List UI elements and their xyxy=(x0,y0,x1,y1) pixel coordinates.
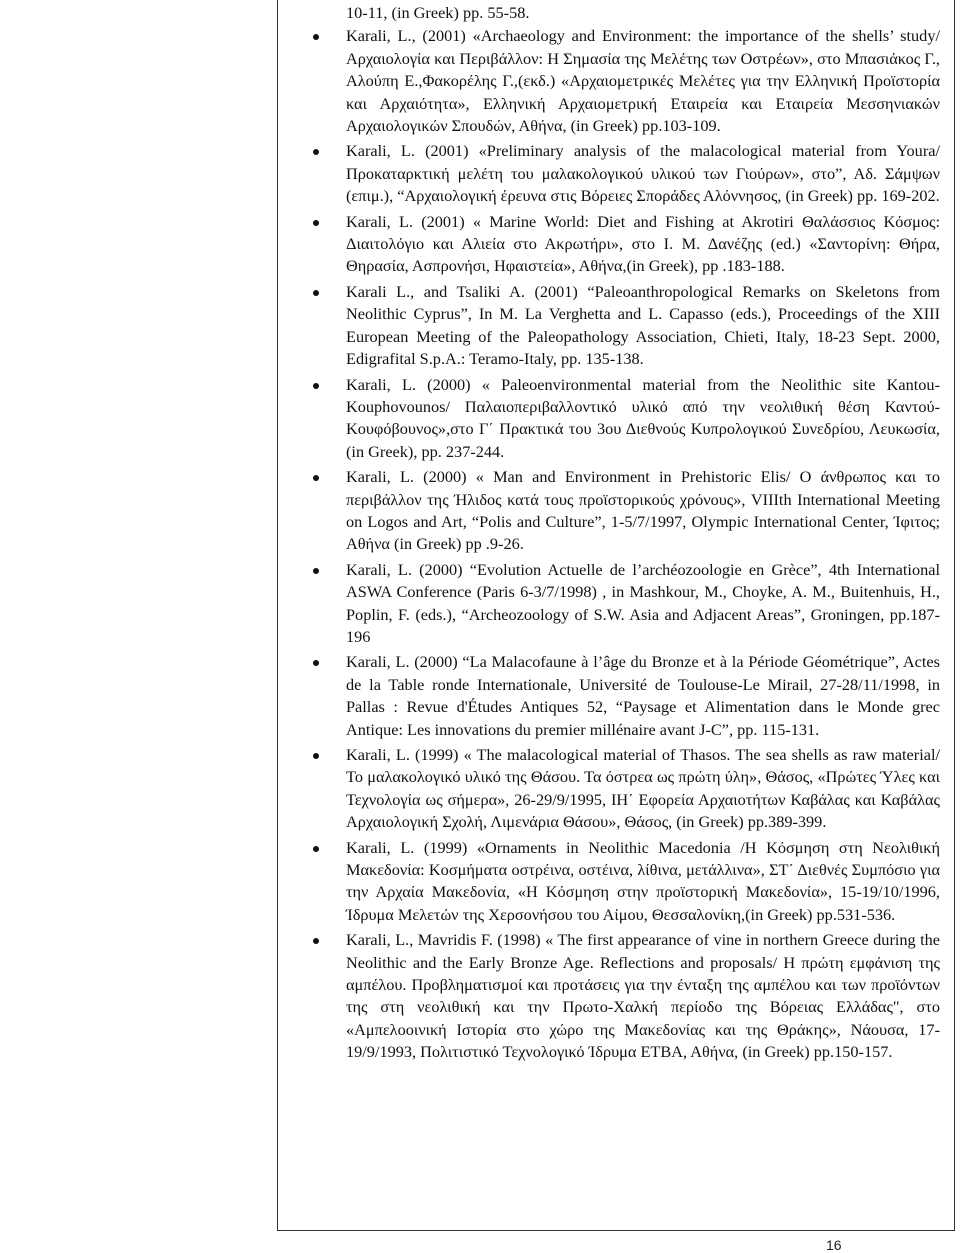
bullet-icon xyxy=(313,149,319,155)
bullet-icon xyxy=(313,660,319,666)
reference-text: Karali L., and Tsaliki A. (2001) “Paleoanthropological Remarks on Skeletons from Neolithic Cyprus”, In M. La Verghetta and L. Capasso (eds.), Proceedings of the XIII European Meeting of the Paleopathology Association, Chieti, Italy, 18-23 Sept. 2000, Edigrafital S.p.A.: Teramo-Italy, pp. 135-138. xyxy=(346,281,940,369)
reference-text: Karali, L., Mavridis F. (1998) « The first appearance of vine in northern Greece during the Neolithic and the Early Bronze Age. Reflections and proposals/ Η πρώτη εμφάνιση της αμπέλου. Προβληματισμοί και προτάσεις για την ένταξη της αμπέλου και των προϊόντων της στη νεολιθική και την Πρωτο-Χαλκή περίοδο της Βόρειας Ελλάδας", στο «Αμπελοοινική Ιστορία στο χώρο της Μακεδονίας και της Θράκης», Νάουσα, 17-19/9/1993, Πολιτιστικό Τεχνολογικό Ίδρυμα ΕΤΒΑ, Αθήνα, (in Greek) pp.150-157. xyxy=(346,930,940,1062)
reference-text: Karali, L. (2000) “La Malacofaune à l’âge du Bronze et à la Période Géométrique”, Actes de la Table ronde Internationale, Université de Toulouse-Le Mirail, 27-28/11/1998, in Pallas : Revue d'Études Antiques 52, “Paysage et Alimentation dans le Monde grec Antique: Les innovations du premier millénaire avant J-C”, pp. 115-131. xyxy=(346,652,940,739)
bullet-icon xyxy=(313,34,319,40)
table-border-bottom xyxy=(277,1230,955,1231)
page-number: 16 xyxy=(826,1237,842,1253)
bullet-icon xyxy=(313,290,319,296)
bullet-icon xyxy=(313,938,319,944)
reference-text: Karali, L. (2000) “Evolution Actuelle de l’archéozoologie en Grèce”, 4th International ASWA Conference (Paris 6-3/7/1998) , in Mashkour, M., Choyke, A. M., Buitenhuis, H., Poplin, F. (eds.), “Archeozoology of S.W. Asia and Adjacent Areas”, Groningen, pp.187-196 xyxy=(346,559,940,646)
reference-text: Karali, L. (2000) « Paleoenvironmental material from the Neolithic site Kantou-Kouphovounos/ Παλαιοπεριβαλλοντικό υλικό από την νεολιθική θέση Καντού-Κουφόβουνος»,στο Γ΄ Πρακτικά του 3ου Διεθνούς Κυπρολογικού Συνεδρίου, Λευκωσία, (in Greek), pp. 237-244. xyxy=(346,374,940,461)
reference-text: Karali, L. (1999) «Ornaments in Neolithic Macedonia /Η Κόσμηση στη Νεολιθική Μακεδονία: Κοσμήματα οστρέινα, οστέινα, λίθινα, μετάλλινα», ΣΤ΄ Διεθνές Συμπόσιο για την Αρχαία Μακεδονία, «Η Κόσμηση στην προϊστορική Μακεδονία», 15-19/10/1996, Ίδρυμα Μελετών της Χερσονήσου του Αίμου, Θεσσαλονίκη,(in Greek) pp.531-536. xyxy=(346,837,940,924)
reference-list xyxy=(346,25,940,1063)
reference-item xyxy=(346,929,940,1063)
reference-item xyxy=(346,211,940,278)
reference-text: Karali, L. (2001) « Marine World: Diet and Fishing at Akrotiri Θαλάσσιος Κόσμος: Διαιτολόγιο και Αλιεία στο Ακρωτήρι», στο Ι. Μ. Δανέζης (ed.) «Σαντορίνη: Θήρα, Θηρασία, Ασπρονήσι, Ηφαιστεία», Αθήνα,(in Greek), pp .183-188. xyxy=(346,211,940,276)
references-column xyxy=(346,2,940,1067)
table-border-right xyxy=(954,0,955,1230)
bullet-icon xyxy=(313,475,319,481)
reference-text: Karali, L. (2001) «Preliminary analysis of the malacological material from Youra/ Προκαταρκτική μελέτη του μαλακολογικού υλικού των Γιούρων», στο”, Αδ. Σάμψων (επιμ.), “Αρχαιολογική έρευνα στις Βόρειες Σποράδες Αλόννησος, (in Greek) pp. 169-202. xyxy=(346,141,940,206)
reference-item xyxy=(346,281,940,371)
reference-item xyxy=(346,25,940,137)
bullet-icon xyxy=(313,753,319,759)
reference-item xyxy=(346,374,940,464)
reference-item xyxy=(346,837,940,927)
reference-text: Karali, L. (1999) « The malacological material of Thasos. The sea shells as raw material/ Το μαλακολογικό υλικό της Θάσου. Τα όστρεα ως πρώτη ύλη», Θάσος, «Πρώτες Ύλες και Τεχνολογία ως σήμερα», 26-29/9/1995, ΙΗ΄ Εφορεία Αρχαιοτήτων Καβάλας και Καβάλας Αρχαιολογική Σχολή, Λιμενάρια Θάσου», Θάσος, (in Greek) pp.389-399. xyxy=(346,745,940,832)
bullet-icon xyxy=(313,568,319,574)
reference-text: Karali, L. (2000) « Man and Environment in Prehistoric Elis/ Ο άνθρωπος και το περιβάλλον της Ήλιδος κατά τους προϊστορικούς χρόνους», VIIIth International Meeting on Logos and Art, “Polis and Culture”, 1-5/7/1997, Olympic International Center, Ίφιτος; Αθήνα (in Greek) pp .9-26. xyxy=(346,467,940,554)
bullet-icon xyxy=(313,846,319,852)
table-border-left xyxy=(277,0,278,1230)
reference-item xyxy=(346,559,940,649)
continued-reference-line: 10-11, (in Greek) pp. 55-58. xyxy=(346,3,530,22)
reference-item xyxy=(346,466,940,556)
bullet-icon xyxy=(313,383,319,389)
reference-item xyxy=(346,140,940,207)
reference-item xyxy=(346,651,940,741)
reference-text: Karali, L., (2001) «Archaeology and Environment: the importance of the shells’ study/Αρχαιολογία και Περιβάλλον: Η Σημασία της Μελέτης των Οστρέων», στο Μπασιάκος Γ., Αλούπη Ε.,Φακορέλης Γ.,(εκδ.) «Αρχαιομετρικές Μελέτες για την Ελληνική Προϊστορία και Αρχαιότητα», Ελληνική Αρχαιομετρική Εταιρεία και Εταιρεία Μεσσηνιακών Αρχαιολογικών Σπουδών, Αθήνα, (in Greek) pp.103-109. xyxy=(346,26,940,136)
bullet-icon xyxy=(313,220,319,226)
reference-item xyxy=(346,744,940,834)
